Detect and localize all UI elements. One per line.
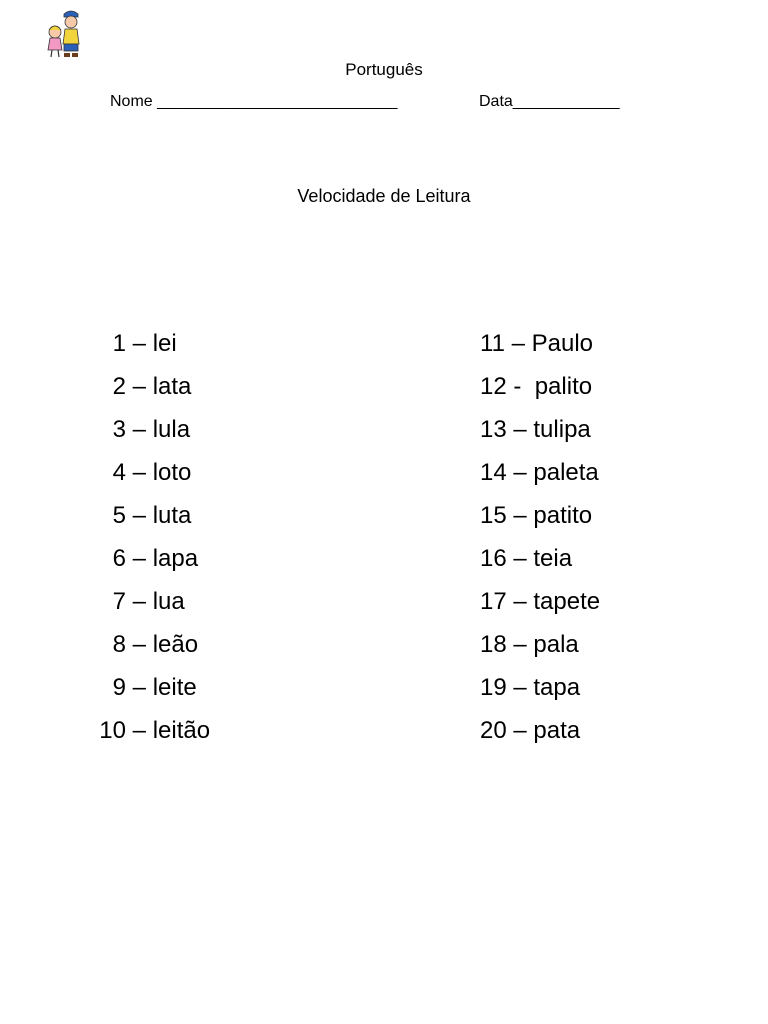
item-number: 11 xyxy=(480,330,505,357)
list-item xyxy=(480,322,740,365)
list-item xyxy=(480,451,740,494)
item-number: 10 xyxy=(99,717,126,744)
item-word: lula xyxy=(152,416,191,443)
item-word: pala xyxy=(533,631,579,658)
item-separator: – xyxy=(506,416,534,443)
item-word: pata xyxy=(533,717,581,744)
item-word: palito xyxy=(534,373,593,400)
item-separator: - xyxy=(506,373,535,400)
item-separator: – xyxy=(504,330,532,357)
list-item xyxy=(90,408,330,451)
list-item xyxy=(90,537,330,580)
item-number: 3 xyxy=(112,416,126,443)
list-item xyxy=(480,365,740,408)
list-item xyxy=(480,623,740,666)
list-item xyxy=(90,709,330,752)
word-list-right xyxy=(480,322,740,752)
item-word: loto xyxy=(152,459,192,486)
item-separator: – xyxy=(126,459,153,486)
item-word: lata xyxy=(152,373,192,400)
item-word: leão xyxy=(152,631,199,658)
date-field-line: Data____________ xyxy=(479,93,620,110)
item-word: tapete xyxy=(533,588,601,615)
list-item xyxy=(90,365,330,408)
list-item xyxy=(480,537,740,580)
item-number: 8 xyxy=(112,631,126,658)
list-item xyxy=(90,666,330,709)
item-number: 19 xyxy=(480,674,507,701)
item-word: leitão xyxy=(152,717,211,744)
list-item xyxy=(90,580,330,623)
item-word: lapa xyxy=(152,545,199,572)
children-clipart-icon xyxy=(44,8,84,60)
item-separator: – xyxy=(506,502,534,529)
list-item xyxy=(90,451,330,494)
name-field-line: Nome ___________________________ xyxy=(110,93,398,110)
item-number: 15 xyxy=(480,502,507,529)
item-separator: – xyxy=(126,373,153,400)
item-word: paleta xyxy=(533,459,599,486)
list-item xyxy=(90,623,330,666)
item-number: 16 xyxy=(480,545,507,572)
item-separator: – xyxy=(126,674,153,701)
item-number: 7 xyxy=(112,588,126,615)
list-item xyxy=(480,494,740,537)
list-item xyxy=(480,408,740,451)
item-separator: – xyxy=(506,459,534,486)
item-separator: – xyxy=(126,631,153,658)
item-separator: – xyxy=(126,717,153,744)
item-number: 17 xyxy=(480,588,507,615)
list-item xyxy=(480,666,740,709)
item-separator: – xyxy=(126,330,153,357)
list-item xyxy=(480,709,740,752)
item-number: 20 xyxy=(480,717,507,744)
item-separator: – xyxy=(126,502,153,529)
item-separator: – xyxy=(506,588,534,615)
item-number: 18 xyxy=(480,631,507,658)
item-number: 14 xyxy=(480,459,507,486)
item-word: patito xyxy=(533,502,593,529)
item-word: teia xyxy=(533,545,573,572)
item-word: tulipa xyxy=(533,416,591,443)
word-list-left xyxy=(90,322,330,752)
item-number: 13 xyxy=(480,416,507,443)
list-item xyxy=(480,580,740,623)
item-number: 5 xyxy=(112,502,126,529)
item-separator: – xyxy=(506,545,534,572)
item-word: tapa xyxy=(533,674,581,701)
item-number: 2 xyxy=(112,373,126,400)
item-number: 6 xyxy=(112,545,126,572)
item-number: 9 xyxy=(112,674,126,701)
item-number: 4 xyxy=(112,459,126,486)
item-separator: – xyxy=(126,545,153,572)
item-number: 12 xyxy=(480,373,507,400)
list-item xyxy=(90,322,330,365)
item-word: lua xyxy=(152,588,185,615)
page-title: Velocidade de Leitura xyxy=(297,186,471,206)
item-word: Paulo xyxy=(531,330,593,357)
item-separator: – xyxy=(126,588,153,615)
subject-heading: Português xyxy=(345,60,423,79)
list-item xyxy=(90,494,330,537)
item-word: lei xyxy=(152,330,177,357)
item-word: luta xyxy=(152,502,192,529)
item-number: 1 xyxy=(112,330,126,357)
item-separator: – xyxy=(126,416,153,443)
item-separator: – xyxy=(506,674,534,701)
item-separator: – xyxy=(506,631,534,658)
item-separator: – xyxy=(506,717,534,744)
item-word: leite xyxy=(152,674,197,701)
